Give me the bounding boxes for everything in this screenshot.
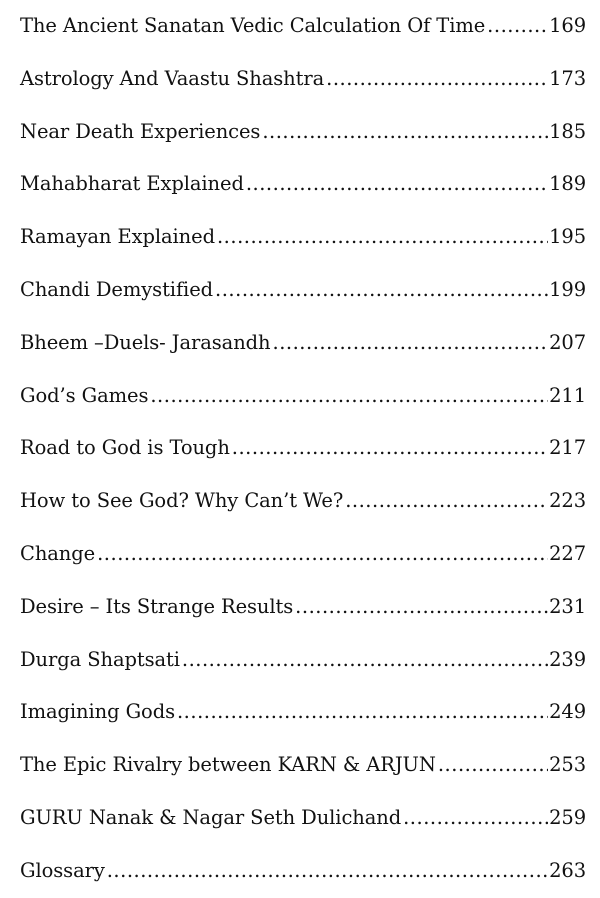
dot-leader (246, 172, 548, 196)
dot-leader (487, 14, 548, 38)
toc-entry-page-number: 263 (549, 858, 586, 882)
toc-entry-title: Ramayan Explained (20, 225, 215, 249)
table-of-contents (20, 0, 586, 898)
toc-entry[interactable] (20, 528, 586, 581)
dot-leader (403, 806, 548, 830)
toc-entry-page-number: 239 (549, 647, 586, 671)
toc-entry-page-number: 169 (549, 14, 586, 37)
toc-entry-title: Imagining Gods (20, 700, 175, 724)
dot-leader (150, 384, 548, 408)
toc-entry[interactable] (20, 317, 586, 370)
toc-entry-title: Near Death Experiences (20, 119, 261, 143)
toc-entry-title: God’s Games (20, 383, 149, 407)
toc-entry[interactable] (20, 845, 586, 898)
toc-entry-page-number: 173 (549, 66, 586, 90)
toc-entry-page-number: 249 (549, 700, 586, 724)
toc-entry[interactable] (20, 634, 586, 687)
dot-leader (107, 859, 548, 883)
toc-entry-page-number: 217 (549, 436, 586, 460)
toc-entry[interactable] (20, 422, 586, 475)
toc-entry[interactable] (20, 264, 586, 317)
toc-entry-page-number: 195 (549, 225, 586, 249)
toc-entry-title: Chandi Demystified (20, 277, 214, 301)
toc-entry[interactable] (20, 211, 586, 264)
toc-entry[interactable] (20, 792, 586, 845)
toc-entry-title: Bheem –Duels- Jarasandh (20, 330, 271, 354)
dot-leader (438, 753, 548, 777)
toc-entry[interactable] (20, 370, 586, 423)
toc-entry-title: The Epic Rivalry between KARN & ARJUN (20, 753, 436, 777)
toc-entry-title: The Ancient Sanatan Vedic Calculation Of Time (20, 14, 486, 37)
toc-entry-page-number: 207 (549, 330, 586, 354)
toc-entry-title: Road to God is Tough (20, 436, 230, 460)
toc-entry-page-number: 211 (549, 383, 586, 407)
toc-entry-title: Glossary (20, 858, 105, 882)
dot-leader (273, 331, 549, 355)
toc-entry-title: Desire – Its Strange Results (20, 594, 294, 618)
toc-entry[interactable] (20, 581, 586, 634)
toc-entry-title: How to See God? Why Can’t We? (20, 489, 344, 513)
toc-entry-title: GURU Nanak & Nagar Seth Dulichand (20, 805, 402, 829)
dot-leader (97, 542, 548, 566)
toc-entry-title: Change (20, 541, 96, 565)
dot-leader (262, 120, 548, 144)
toc-entry-title: Astrology And Vaastu Shashtra (20, 66, 325, 90)
toc-entry-title: Mahabharat Explained (20, 172, 244, 196)
toc-entry-page-number: 185 (549, 119, 586, 143)
toc-entry-page-number: 227 (549, 541, 586, 565)
dot-leader (182, 648, 548, 672)
dot-leader (232, 436, 548, 460)
toc-entry[interactable] (20, 0, 586, 53)
dot-leader (217, 225, 548, 249)
dot-leader (295, 595, 548, 619)
toc-entry[interactable] (20, 739, 586, 792)
toc-entry[interactable] (20, 106, 586, 159)
toc-entry[interactable] (20, 158, 586, 211)
toc-entry[interactable] (20, 686, 586, 739)
dot-leader (326, 67, 548, 91)
dot-leader (177, 700, 548, 724)
toc-entry-page-number: 253 (549, 753, 586, 777)
toc-entry-title: Durga Shaptsati (20, 647, 180, 671)
toc-entry-page-number: 189 (549, 172, 586, 196)
toc-entry-page-number: 199 (549, 277, 586, 301)
toc-entry-page-number: 231 (549, 594, 586, 618)
toc-entry[interactable] (20, 475, 586, 528)
dot-leader (345, 489, 548, 513)
dot-leader (215, 278, 548, 302)
toc-entry-page-number: 223 (549, 489, 586, 513)
toc-entry-page-number: 259 (549, 805, 586, 829)
toc-entry[interactable] (20, 53, 586, 106)
